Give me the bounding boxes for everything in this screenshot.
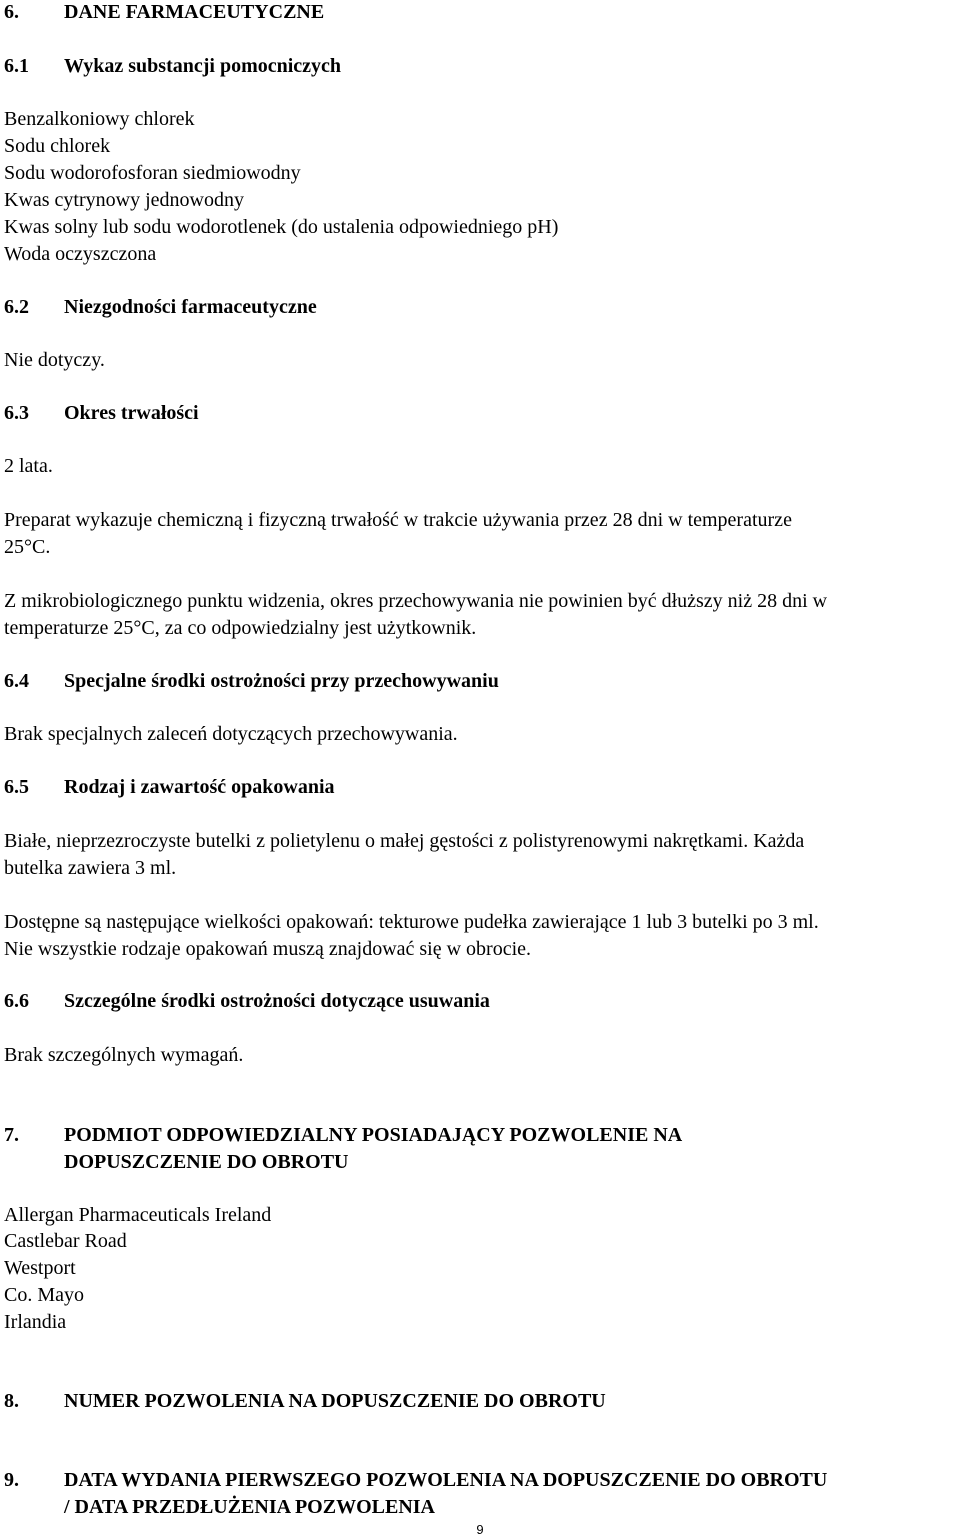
section-6-3-heading <box>4 401 199 425</box>
section-title: NUMER POZWOLENIA NA DOPUSZCZENIE DO OBROTU <box>64 1390 606 1412</box>
excipient-item: Sodu chlorek <box>4 135 111 157</box>
section-text: Nie dotyczy. <box>4 349 105 371</box>
address-line: Westport <box>4 1257 76 1279</box>
address-line: Allergan Pharmaceuticals Ireland <box>4 1204 272 1226</box>
paragraph-line: temperaturze 25°C, za co odpowiedzialny jest użytkownik. <box>4 617 477 639</box>
section-number: 8. <box>4 1390 19 1412</box>
section-text: 2 lata. <box>4 455 53 477</box>
section-6-5-heading <box>4 775 335 799</box>
section-number: 6.5 <box>4 776 29 798</box>
section-6-1-heading <box>4 54 341 78</box>
section-number: 6.4 <box>4 670 29 692</box>
section-9-heading-line-2 <box>4 1495 435 1519</box>
paragraph-line: Z mikrobiologicznego punktu widzenia, okres przechowywania nie powinien być dłuższy niż 28 dni w <box>4 590 828 612</box>
paragraph-line: Białe, nieprzezroczyste butelki z polietylenu o małej gęstości z polistyrenowymi nakrętkami. Każda <box>4 830 805 852</box>
section-7-heading-line-2 <box>4 1150 349 1174</box>
address-line: Co. Mayo <box>4 1284 84 1306</box>
excipient-item: Benzalkoniowy chlorek <box>4 108 195 130</box>
section-title: Szczególne środki ostrożności dotyczące usuwania <box>64 990 490 1012</box>
excipient-item: Woda oczyszczona <box>4 243 157 265</box>
address-line: Castlebar Road <box>4 1230 127 1252</box>
section-text: Brak szczególnych wymagań. <box>4 1044 244 1066</box>
excipient-item: Sodu wodorofosforan siedmiowodny <box>4 162 301 184</box>
section-7-heading <box>4 1123 682 1147</box>
section-number: 7. <box>4 1124 19 1146</box>
excipient-item: Kwas cytrynowy jednowodny <box>4 189 244 211</box>
section-title: Okres trwałości <box>64 402 199 424</box>
section-text: Brak specjalnych zaleceń dotyczących przechowywania. <box>4 723 458 745</box>
page-number: 9 <box>476 1522 484 1537</box>
section-6-4-heading <box>4 669 499 693</box>
section-title: DATA WYDANIA PIERWSZEGO POZWOLENIA NA DOPUSZCZENIE DO OBROTU <box>64 1469 828 1491</box>
section-title: Specjalne środki ostrożności przy przechowywaniu <box>64 670 499 692</box>
section-6-heading <box>4 0 324 24</box>
address-line: Irlandia <box>4 1311 67 1333</box>
section-number: 6.1 <box>4 55 29 77</box>
section-title: Niezgodności farmaceutyczne <box>64 296 317 318</box>
paragraph-line: 25°C. <box>4 536 51 558</box>
section-title: DANE FARMACEUTYCZNE <box>64 1 325 23</box>
section-number: 6.6 <box>4 990 29 1012</box>
paragraph-line: Dostępne są następujące wielkości opakowań: tekturowe pudełka zawierające 1 lub 3 butelki po 3 ml. <box>4 911 819 933</box>
section-title: DOPUSZCZENIE DO OBROTU <box>64 1151 349 1173</box>
section-title: / DATA PRZEDŁUŻENIA POZWOLENIA <box>64 1496 435 1518</box>
section-title: PODMIOT ODPOWIEDZIALNY POSIADAJĄCY POZWOLENIE NA <box>64 1124 683 1146</box>
section-title: Rodzaj i zawartość opakowania <box>64 776 335 798</box>
section-9-heading <box>4 1468 827 1492</box>
section-number: 6.2 <box>4 296 29 318</box>
section-number: 9. <box>4 1469 19 1491</box>
section-6-6-heading <box>4 989 490 1013</box>
section-number: 6.3 <box>4 402 29 424</box>
paragraph-line: butelka zawiera 3 ml. <box>4 857 177 879</box>
excipient-item: Kwas solny lub sodu wodorotlenek (do ustalenia odpowiedniego pH) <box>4 216 559 238</box>
section-title: Wykaz substancji pomocniczych <box>64 55 342 77</box>
paragraph-line: Nie wszystkie rodzaje opakowań muszą znajdować się w obrocie. <box>4 938 532 960</box>
section-6-2-heading <box>4 295 317 319</box>
section-8-heading <box>4 1389 606 1413</box>
paragraph-line: Preparat wykazuje chemiczną i fizyczną trwałość w trakcie używania przez 28 dni w temperaturze <box>4 509 792 531</box>
section-number: 6. <box>4 1 19 23</box>
